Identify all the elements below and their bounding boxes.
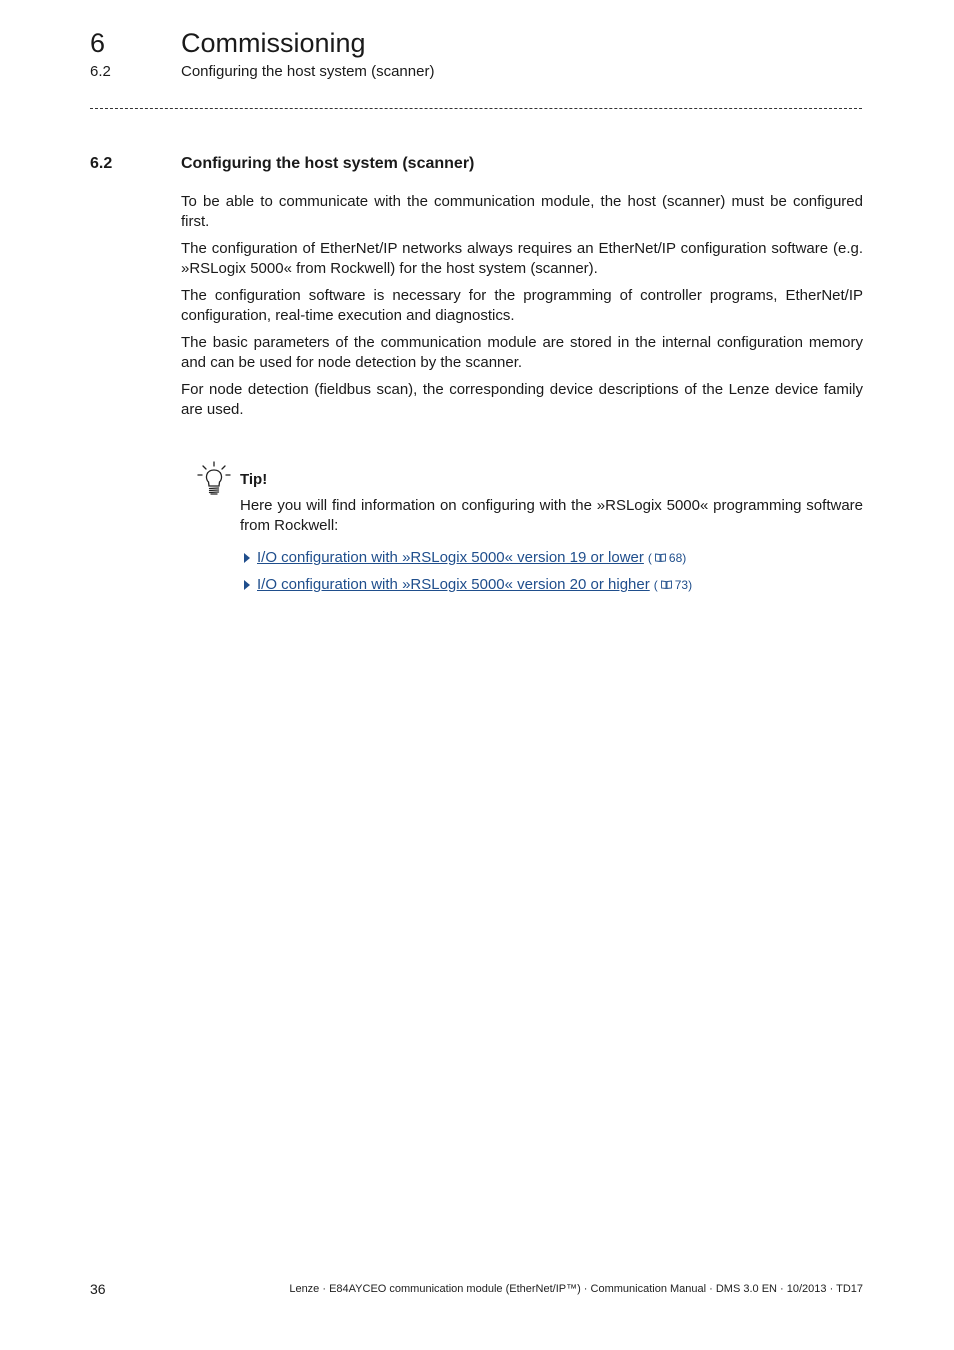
section-body [181,192,863,427]
page-reference[interactable] [654,578,692,592]
link-rslogix-v20[interactable]: I/O configuration with »RSLogix 5000« version 20 or higher [257,576,650,593]
footer-text: Lenze · E84AYCEO communication module (EtherNet/IP™) · Communication Manual · DMS 3.0 EN · 10/2013 · TD17 [289,1283,863,1295]
ref-open: ( [653,577,658,592]
list-item [244,544,864,571]
section-number: 6.2 [90,155,113,172]
section-title: Configuring the host system (scanner) [181,155,475,172]
page-reference[interactable] [648,551,686,565]
lightbulb-icon [196,460,232,496]
tip-label: Tip! [240,471,268,488]
ref-page-number: 68 [668,550,683,565]
running-section-number: 6.2 [90,63,111,80]
tip-text: Here you will find information on configuring with the »RSLogix 5000« programming software from Rockwell: [240,497,863,534]
book-icon [655,553,666,562]
chapter-title: Commissioning [181,28,366,58]
list-item [244,571,864,598]
header-separator [90,108,862,109]
paragraph: The configuration software is necessary for the programming of controller programs, EtherNet/IP configuration, real-time execution and diagnostics. [181,287,863,324]
running-section-title: Configuring the host system (scanner) [181,63,435,80]
ref-close: ) [688,577,693,592]
tip-links [244,544,864,598]
page-number: 36 [90,1281,106,1297]
paragraph: To be able to communicate with the communication module, the host (scanner) must be configured first. [181,193,863,230]
tip-body [240,496,863,535]
ref-page-number: 73 [674,577,689,592]
link-rslogix-v19[interactable]: I/O configuration with »RSLogix 5000« version 19 or lower [257,549,644,566]
triangle-bullet-icon [244,580,250,590]
ref-close: ) [682,550,687,565]
ref-open: ( [647,550,652,565]
chapter-number: 6 [90,28,106,58]
triangle-bullet-icon [244,553,250,563]
paragraph: The configuration of EtherNet/IP networks always requires an EtherNet/IP configuration software (e.g. »RSLogix 5000« from Rockwell) for the host system (scanner). [181,240,863,277]
paragraph: For node detection (fieldbus scan), the corresponding device descriptions of the Lenze device family are used. [181,381,863,418]
book-icon [661,580,672,589]
paragraph: The basic parameters of the communication module are stored in the internal configuration memory and can be used for node detection by the scanner. [181,334,863,371]
